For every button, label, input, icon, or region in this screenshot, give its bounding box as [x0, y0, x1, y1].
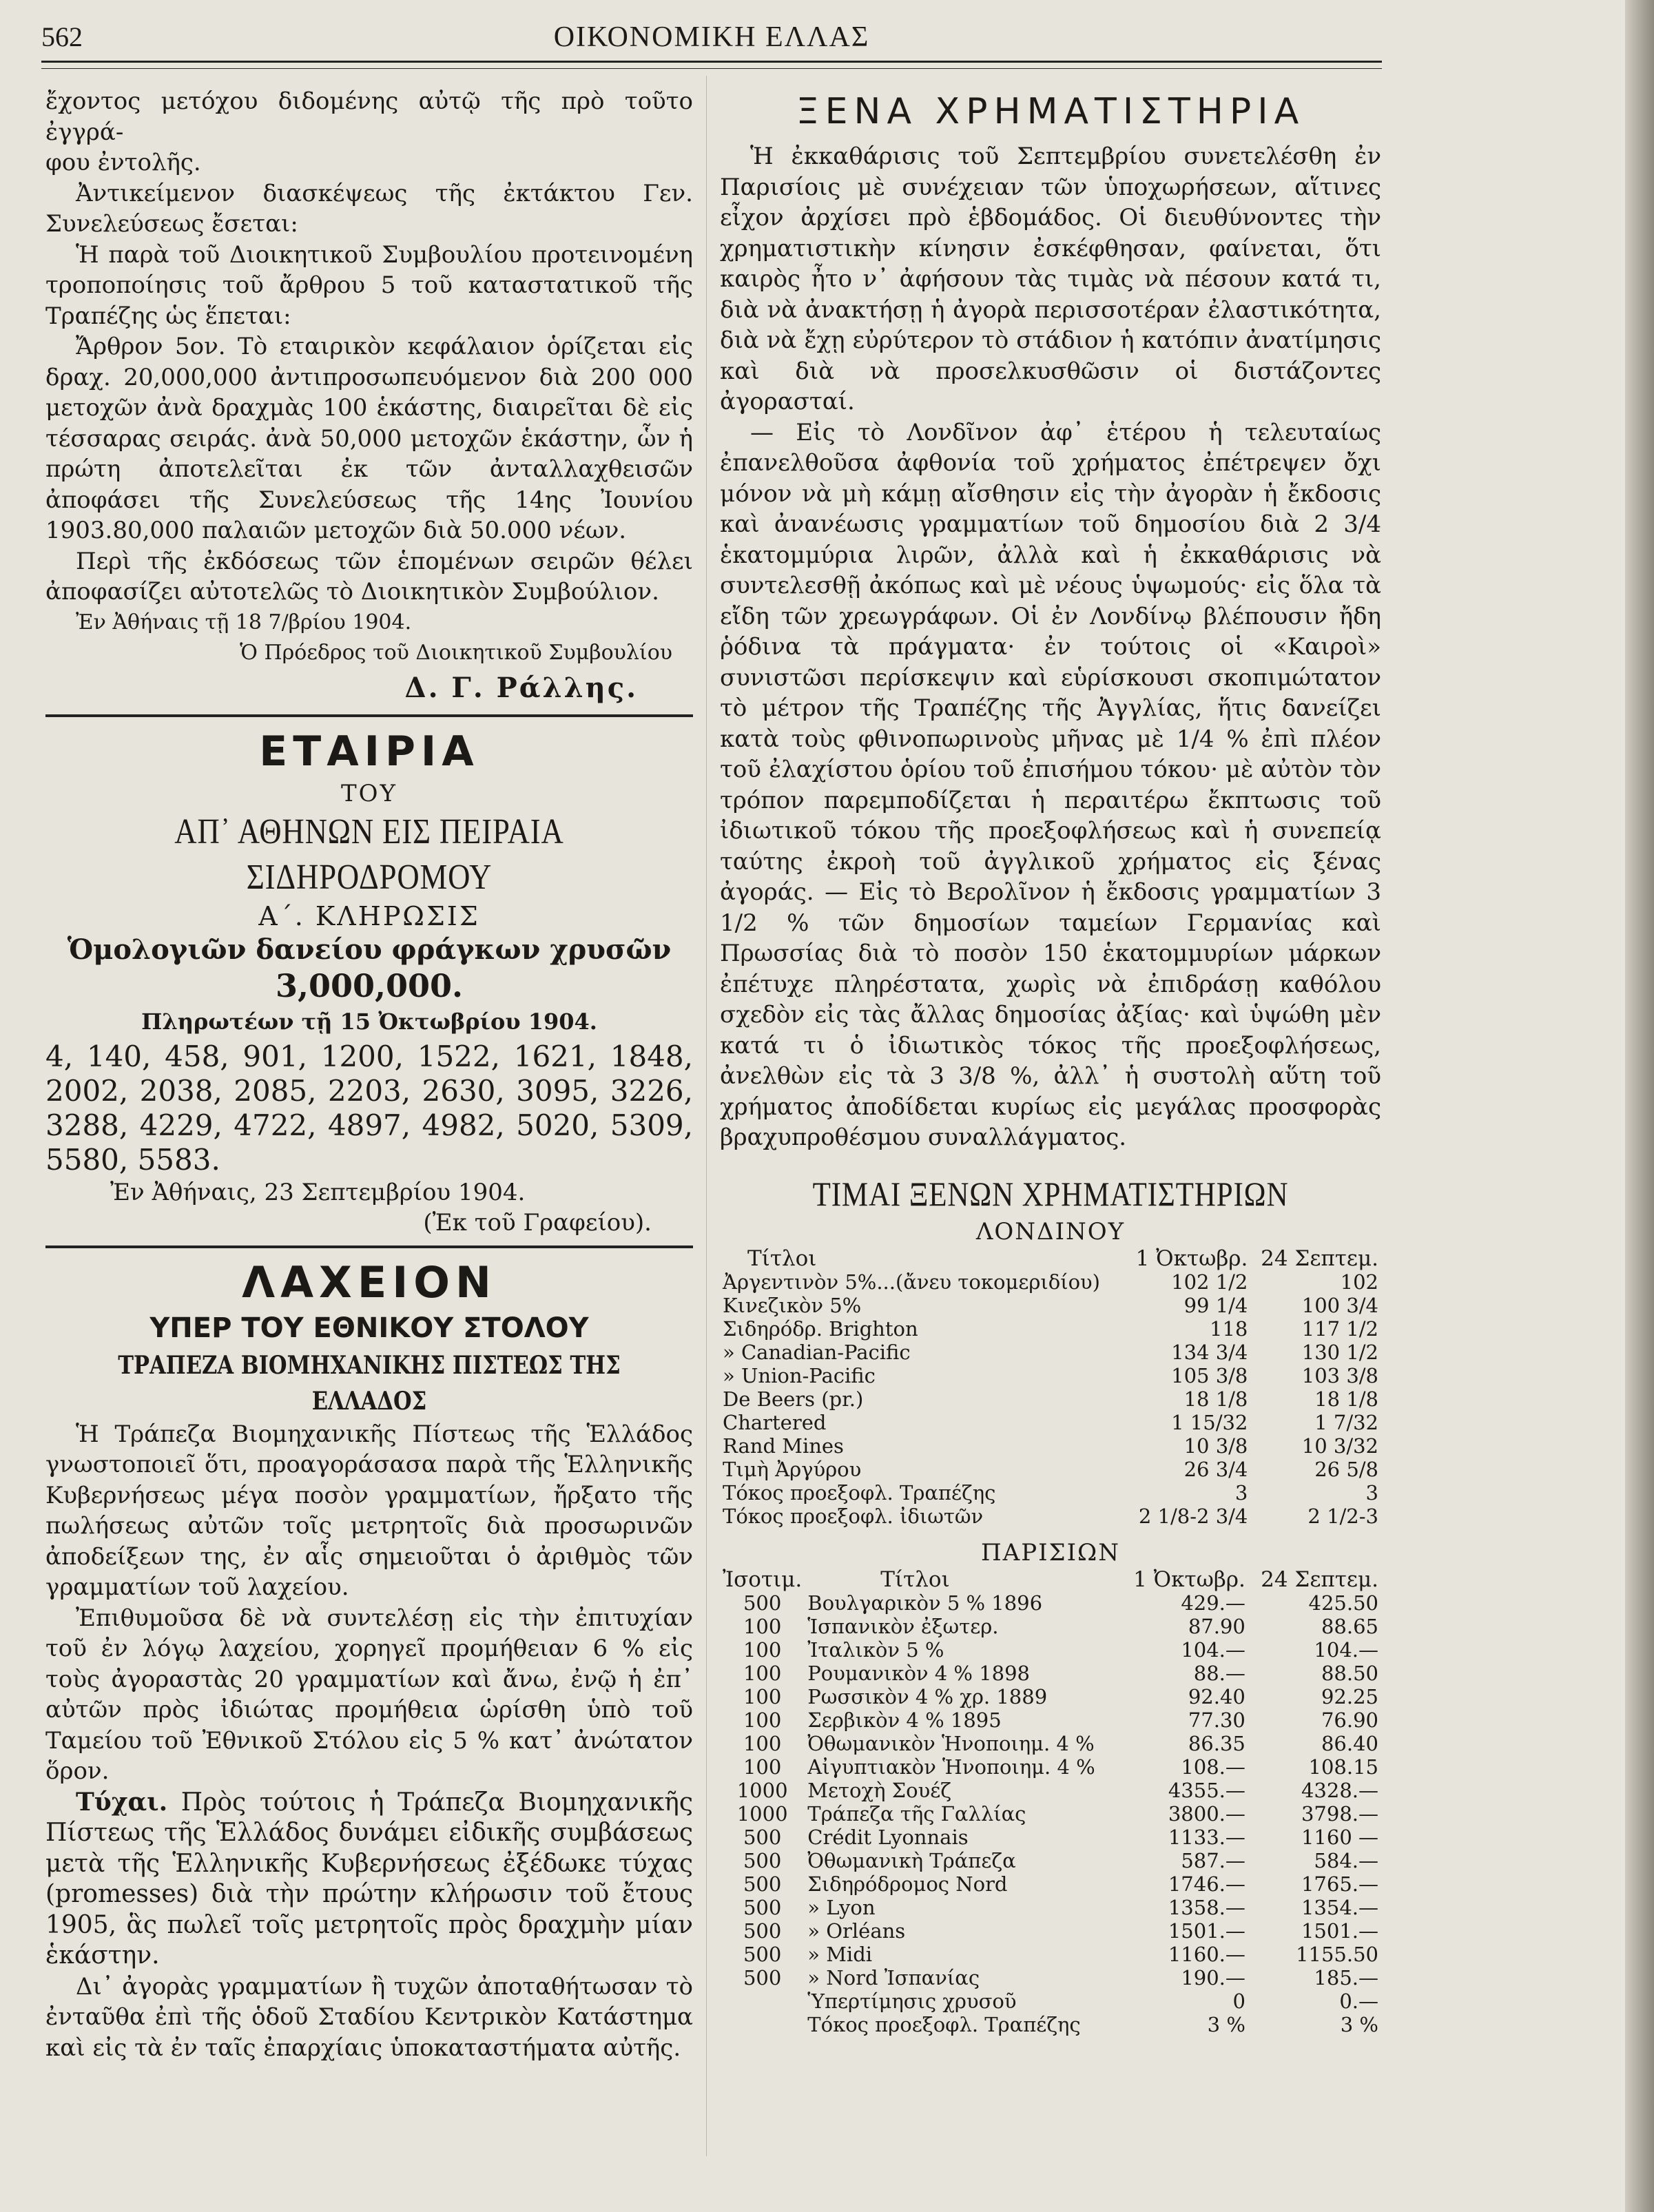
paris-cell: » Lyon	[807, 1895, 876, 1919]
london-cell: 1 7/32	[1314, 1410, 1378, 1434]
london-cell: 10 3/8	[1183, 1434, 1248, 1458]
drawn-numbers: 4, 140, 458, 901, 1200, 1522, 1621, 1848, 2002, 2038, 2085, 2203, 2630, 3095, 3226, 3288, 4229, 4722, 4897, 4982, 5020, 5309, 5580, 5583.	[45, 1039, 693, 1177]
header-rule	[41, 61, 1382, 69]
paris-cell: 92.25	[1321, 1684, 1378, 1708]
paris-cell: 92.40	[1188, 1684, 1245, 1708]
london-table	[720, 1247, 1381, 1528]
paris-heading: ΠΑΡΙΣΙΩΝ	[981, 1538, 1120, 1567]
left-column	[45, 86, 693, 2063]
paris-cell: 100	[743, 1708, 782, 1732]
paris-cell	[720, 1989, 805, 2013]
london-cell: 10 3/32	[1301, 1434, 1378, 1458]
london-cell: 1 15/32	[1171, 1410, 1248, 1434]
bank-paragraph-1: Ἡ Τράπεζα Βιομηχανικῆς Πίστεως τῆς Ἑλλάδος γνωστοποιεῖ ὅτι, προαγοράσασα παρὰ τῆς Ἑλληνικῆς Κυβερνήσεως μέγα ποσὸν γραμματίων, ἤρξατο τῆς πωλήσεως αὐτῶν τοῖς μετρητοῖς διὰ προσωρινῶν ἀποδείξεων της, ἐν αἷς σημειοῦται ὁ ἀριθμὸς τῶν γραμματίων τοῦ λαχείου.	[45, 1420, 693, 1601]
london-cell: Ἀργεντινὸν 5%...(ἄνευ τοκομεριδίου)	[723, 1270, 1100, 1294]
paris-cell: 108.15	[1308, 1755, 1378, 1779]
paris-cell: 87.90	[1188, 1614, 1245, 1638]
london-row	[720, 1294, 1381, 1317]
london-cell: De Beers (pr.)	[723, 1387, 864, 1411]
london-cell: Κινεζικὸν 5%	[723, 1293, 862, 1317]
paris-cell: 1358.—	[1168, 1895, 1245, 1919]
paris-header-row	[720, 1568, 1381, 1591]
london-cell: Τόκος προεξοφλ. Τραπέζης	[723, 1480, 996, 1505]
london-row	[720, 1434, 1381, 1458]
paris-row	[720, 1779, 1381, 1802]
paris-cell: Σερβικὸν 4 % 1895	[807, 1708, 1002, 1732]
london-row	[720, 1411, 1381, 1434]
paris-cell: 77.30	[1188, 1708, 1245, 1732]
paris-cell: Ρωσσικὸν 4 % χρ. 1889	[807, 1684, 1048, 1708]
bank-paragraph-2: Ἐπιθυμοῦσα δὲ νὰ συντελέσῃ εἰς τὴν ἐπιτυχίαν τοῦ ἐν λόγῳ λαχείου, χορηγεῖ προμήθειαν 6 % εἰς τοὺς ἀγοραστὰς 20 γραμματίων καὶ ἄνω, ἐνῷ ἡ ἐπ᾽ αὐτῶν πρὸς ἰδιώτας προμήθεια ὡρίσθη ὑπὸ τοῦ Ταμείου τοῦ Ἐθνικοῦ Στόλου εἰς 5 % κατ᾽ ἀνώτατον ὅρον.	[45, 1604, 693, 1785]
paris-row	[720, 1896, 1381, 1919]
right-column	[720, 86, 1381, 2036]
paris-cell: 88.50	[1321, 1661, 1378, 1685]
paris-row	[720, 1943, 1381, 1966]
paris-cell: 1501.—	[1301, 1919, 1378, 1943]
paris-paragraph: Ἡ ἐκκαθάρισις τοῦ Σεπτεμβρίου συνετελέσθη ἐν Παρισίοις μὲ συνέχειαν τῶν ὑποχωρήσεων, αἵτινες εἶχον ἀρχίσει πρὸ ἑβδομάδος. Οἱ διευθύνοντες τὴν χρηματιστικὴν κίνησιν ἐσκέφθησαν, φαίνεται, ὅτι καιρὸς ἦτο ν᾽ ἀφήσουν τὰς τιμὰς νὰ πέσουν κατά τι, διὰ νὰ ἀνακτήσῃ ἡ ἀγορὰ περισσοτέραν ἐλαστικότητα, διὰ νὰ ἔχῃ εὐρύτερον τὸ στάδιον ἡ κατόπιν ἀνατίμησις καὶ διὰ νὰ προσελκυσθῶσιν οἱ διστάζοντες ἀγορασταί.	[720, 143, 1381, 415]
paris-cell: 1501.—	[1168, 1919, 1245, 1943]
paris-cell: 100	[743, 1755, 782, 1779]
london-cell: 117 1/2	[1301, 1316, 1378, 1341]
paris-rows	[720, 1591, 1381, 2036]
london-cell: Σιδηρόδρ. Brighton	[723, 1316, 918, 1341]
paris-cell: 100	[743, 1637, 782, 1662]
london-cell: 118	[1210, 1316, 1248, 1341]
london-cell: 18 1/8	[1183, 1387, 1248, 1411]
company-heading: ΕΤΑΙΡΙΑ	[259, 727, 479, 776]
paris-cell: 1000	[736, 1801, 788, 1826]
bonds-heading: Ὁμολογιῶν δανείου φράγκων χρυσῶν	[67, 933, 672, 966]
london-cell: 130 1/2	[1301, 1340, 1378, 1364]
paris-col-title: Τίτλοι	[880, 1567, 950, 1592]
paris-cell: Ἰταλικὸν 5 %	[807, 1637, 944, 1662]
paris-cell: Βουλγαρικὸν 5 % 1896	[807, 1591, 1043, 1615]
paris-cell: 104.—	[1314, 1637, 1378, 1662]
paris-col-oct1: 1 Ὀκτωβρ.	[1133, 1567, 1245, 1592]
paris-cell: 584.—	[1314, 1848, 1378, 1872]
paris-cell: 86.40	[1321, 1731, 1378, 1755]
paris-table	[720, 1568, 1381, 2036]
paris-cell: 4328.—	[1301, 1778, 1378, 1802]
paris-cell: Ὀθωμανικὸν Ἡνοποιημ. 4 %	[807, 1731, 1095, 1755]
paris-cell: Ρουμανικὸν 4 % 1898	[807, 1661, 1030, 1685]
paris-cell: 100	[743, 1661, 782, 1685]
paris-cell: 500	[743, 1965, 782, 1989]
paris-row	[720, 1732, 1381, 1755]
page-number: 562	[41, 21, 83, 52]
paris-cell: 500	[743, 1895, 782, 1919]
london-cell: Rand Mines	[723, 1434, 844, 1458]
lottery-heading: ΛΑΧΕΙΟΝ	[242, 1257, 497, 1307]
london-cell: » Union-Pacific	[723, 1363, 876, 1387]
paris-cell: » Orléans	[807, 1919, 906, 1943]
london-cell: 103 3/8	[1301, 1363, 1378, 1387]
paris-cell: 1000	[736, 1778, 788, 1802]
intro-line-1: ἔχοντος μετόχου διδομένης αὐτῷ τῆς πρὸ τοῦτο ἐγγρά-	[45, 87, 693, 146]
london-cell: 3	[1234, 1480, 1248, 1505]
bank-heading: ΤΡΑΠΕΖΑ ΒΙΟΜΗΧΑΝΙΚΗΣ ΠΙΣΤΕΩΣ ΤΗΣ ΕΛΛΑΔΟΣ	[118, 1350, 621, 1416]
paris-cell: 108.—	[1181, 1755, 1245, 1779]
paris-cell: 86.35	[1188, 1731, 1245, 1755]
bank-paragraph-4: Δι᾽ ἀγορὰς γραμματίων ἢ τυχῶν ἀποταθήτωσαν τὸ ἐνταῦθα ἐπὶ τῆς ὁδοῦ Σταδίου Κεντρικὸν Κατάστημα καὶ εἰς τὰ ἐν ταῖς ἐπαρχίαις ὑποκαταστήματα αὐτῆς.	[45, 1972, 693, 2062]
paris-cell: 500	[743, 1872, 782, 1896]
paris-row	[720, 1615, 1381, 1638]
paris-row	[720, 1685, 1381, 1708]
paris-row	[720, 1662, 1381, 1685]
paris-row	[720, 1802, 1381, 1826]
london-cell: 2 1/2-3	[1307, 1504, 1378, 1528]
paris-cell: 500	[743, 1591, 782, 1615]
paris-row	[720, 1826, 1381, 1849]
paris-cell: Crédit Lyonnais	[807, 1825, 969, 1849]
london-cell: » Canadian-Pacific	[723, 1340, 911, 1364]
journal-title: ΟΙΚΟΝΟΜΙΚΗ ΕΛΛΑΣ	[553, 21, 870, 53]
paris-cell: 3798.—	[1301, 1801, 1378, 1826]
paris-cell	[720, 2013, 805, 2036]
paris-cell: 500	[743, 1919, 782, 1943]
london-row	[720, 1458, 1381, 1481]
article-paragraph: Ἄρθρον 5ον. Τὸ εταιρικὸν κεφάλαιον ὁρίζεται εἰς δραχ. 20,000,000 ἀντιπροσωπευόμενον διὰ 200 000 μετοχῶν ἀνὰ δραχμὰς 100 ἑκάστης, διαιρεῖται δὲ εἰς τέσσαρας σειράς. ἀνὰ 50,000 μετοχῶν ἑκάστην, ὧν ἡ πρώτη ἀποτελεῖται ἐκ τῶν ἀνταλλαχθεισῶν ἀποφάσει τῆς Συνελεύσεως τῆς 14ης Ἰουνίου 1903.80,000 παλαιῶν μετοχῶν διὰ 50.000 νέων.	[45, 333, 693, 544]
london-cell: 134 3/4	[1171, 1340, 1248, 1364]
london-cell: 102	[1340, 1270, 1378, 1294]
paris-cell: » Nord Ἰσπανίας	[807, 1965, 980, 1989]
paris-row	[720, 1989, 1381, 2013]
london-row	[720, 1341, 1381, 1364]
paris-cell: 1160.—	[1168, 1942, 1245, 1966]
paris-cell: 100	[743, 1614, 782, 1638]
paris-cell: 0.—	[1339, 1989, 1378, 2013]
paris-cell: 1155.50	[1296, 1942, 1378, 1966]
paris-cell: 104.—	[1181, 1637, 1245, 1662]
paris-cell: 100	[743, 1731, 782, 1755]
london-cell: 2 1/8-2 3/4	[1138, 1504, 1248, 1528]
paris-cell: 3 %	[1207, 2012, 1245, 2036]
london-cell: 18 1/8	[1314, 1387, 1378, 1411]
president-signature: Δ. Γ. Ράλλης.	[404, 671, 638, 704]
paris-cell: 1354.—	[1301, 1895, 1378, 1919]
paris-cell: 500	[743, 1848, 782, 1872]
paris-cell: Τράπεζα τῆς Γαλλίας	[807, 1801, 1026, 1826]
paris-cell: 76.90	[1321, 1708, 1378, 1732]
london-cell: 26 5/8	[1314, 1457, 1378, 1481]
london-row	[720, 1317, 1381, 1341]
london-cell: 3	[1365, 1480, 1378, 1505]
binding-edge	[1625, 0, 1654, 2212]
paris-cell: 185.—	[1314, 1965, 1378, 1989]
paris-cell: 425.50	[1308, 1591, 1378, 1615]
paris-col-par: Ἰσοτιμ.	[723, 1567, 803, 1592]
london-cell: Τιμὴ Ἀργύρου	[723, 1457, 862, 1481]
paris-cell: 1133.—	[1168, 1825, 1245, 1849]
london-header-row	[720, 1247, 1381, 1270]
intro-line-2: φου ἐντολῆς.	[45, 149, 201, 176]
bank-paragraph-3	[45, 1787, 693, 1972]
london-cell: 105 3/8	[1171, 1363, 1248, 1387]
paris-cell: 0	[1232, 1989, 1245, 2013]
proposal-paragraph: Ἡ παρὰ τοῦ Διοικητικοῦ Συμβουλίου προτεινομένη τροποποίησις τοῦ ἄρθρου 5 τοῦ καταστατικοῦ τῆς Τραπέζης ὡς ἕπεται:	[45, 240, 693, 330]
paris-cell: 100	[743, 1684, 782, 1708]
paris-cell: Αἰγυπτιακὸν Ἡνοποιημ. 4 %	[807, 1755, 1095, 1779]
london-row	[720, 1364, 1381, 1387]
paris-cell: » Midi	[807, 1942, 873, 1966]
company-tou: ΤΟΥ	[341, 779, 397, 807]
page-header	[41, 15, 1382, 58]
paris-cell: Ἱσπανικὸν ἐξωτερ.	[807, 1614, 999, 1638]
paris-row	[720, 1919, 1381, 1943]
london-rows	[720, 1270, 1381, 1528]
payable-date: Πληρωτέων τῇ 15 Ὀκτωβρίου 1904.	[141, 1008, 597, 1035]
london-row	[720, 1387, 1381, 1411]
london-col-sep24: 24 Σεπτεμ.	[1261, 1245, 1378, 1271]
paris-cell: 88.65	[1321, 1614, 1378, 1638]
paris-cell: 500	[743, 1942, 782, 1966]
paris-cell: 190.—	[1181, 1965, 1245, 1989]
paris-cell: Τόκος προεξοφλ. Τραπέζης	[807, 2012, 1081, 2036]
london-cell: Chartered	[723, 1410, 827, 1434]
london-cell: 99 1/4	[1183, 1293, 1248, 1317]
tyxai-label: Τύχαι.	[76, 1787, 168, 1817]
london-cell: Τόκος προεξοφλ. ἰδιωτῶν	[723, 1504, 984, 1528]
paris-row	[720, 1755, 1381, 1779]
paris-cell: 429.—	[1181, 1591, 1245, 1615]
section-rule-2	[45, 1245, 693, 1248]
london-col-title: Τίτλοι	[747, 1245, 817, 1271]
bond-amount: 3,000,000.	[275, 967, 464, 1004]
lottery-subheading: ΥΠΕΡ ΤΟΥ ΕΘΝΙΚΟΥ ΣΤΟΛΟΥ	[149, 1312, 589, 1344]
paris-row	[720, 1591, 1381, 1615]
prices-heading: ΤΙΜΑΙ ΞΕΝΩΝ ΧΡΗΜΑΤΙΣΤΗΡΙΩΝ	[812, 1174, 1289, 1213]
london-row	[720, 1481, 1381, 1505]
meeting-object: Ἀντικείμενον διασκέψεως τῆς ἐκτάκτου Γεν. Συνελεύσεως ἔσεται:	[45, 179, 693, 238]
london-cell: 26 3/4	[1183, 1457, 1248, 1481]
draw-date: Ἐν Ἀθήναις, 23 Σεπτεμβρίου 1904.	[110, 1178, 526, 1206]
paris-cell: 1765.—	[1301, 1872, 1378, 1896]
notice-date: Ἐν Ἀθήναις τῇ 18 7/βρίου 1904.	[76, 610, 412, 634]
london-heading: ΛΟΝΔΙΝΟΥ	[975, 1217, 1126, 1245]
paris-row	[720, 1872, 1381, 1896]
from-office: (Ἐκ τοῦ Γραφείου).	[423, 1209, 652, 1237]
foreign-exchanges-title: ΞΕΝΑ ΧΡΗΜΑΤΙΣΤΗΡΙΑ	[796, 91, 1305, 132]
issue-paragraph: Περὶ τῆς ἐκδόσεως τῶν ἑπομένων σειρῶν θέλει ἀποφασίζει αὐτοτελῶς τὸ Διοικητικὸν Συμβούλιον.	[45, 547, 693, 606]
section-rule	[45, 714, 693, 717]
paris-row	[720, 1708, 1381, 1732]
column-divider	[706, 76, 707, 2156]
draw-heading: Α΄. ΚΛΗΡΩΣΙΣ	[258, 900, 480, 931]
london-row	[720, 1505, 1381, 1528]
paris-cell: 3800.—	[1168, 1801, 1245, 1826]
paris-cell: 1746.—	[1168, 1872, 1245, 1896]
london-cell: 102 1/2	[1171, 1270, 1248, 1294]
paris-cell: Ὑπερτίμησις χρυσοῦ	[807, 1989, 1017, 2013]
london-row	[720, 1270, 1381, 1294]
london-col-oct1: 1 Ὀκτωβρ.	[1135, 1245, 1248, 1271]
paris-cell: 500	[743, 1825, 782, 1849]
railway-heading: ΑΠ᾽ ΑΘΗΝΩΝ ΕΙΣ ΠΕΙΡΑΙΑ ΣΙΔΗΡΟΔΡΟΜΟΥ	[174, 812, 564, 897]
paris-cell: Μετοχὴ Σουέζ	[807, 1778, 952, 1802]
london-berlin-paragraph: — Εἰς τὸ Λονδῖνον ἀφ᾽ ἑτέρου ἡ τελευταίως ἐπανελθοῦσα ἀφθονία τοῦ χρήματος ἐπέτρεψεν ὄχι μόνον νὰ μὴ κάμῃ αἴσθησιν εἰς τὴν ἀγορὰν ἡ ἔκδοσις καὶ ἀνανέωσις γραμματίων τοῦ δημοσίου διὰ 2 3/4 ἑκατομμύρια λιρῶν, ἀλλὰ καὶ ἡ ἐκκαθάρισις νὰ συντελεσθῇ ἀκόπως καὶ μὲ νέους ὑψωμούς· εἰς ὅλα τὰ εἴδη τῶν χρεωγράφων. Οἱ ἐν Λονδίνῳ βλέπουσιν ἤδη ῥόδινα τὰ πράγματα· ἐν τούτοις οἱ «Καιροὶ» συνιστῶσι περίσκεψιν καὶ εὑρίσκουσι σκοπιμώτατον τὸ μέτρον τῆς Τραπέζης τῆς Ἀγγλίας, ἥτις δανείζει κατὰ τοὺς φθινοπωρινοὺς μῆνας μὲ 1/4 % ἐπὶ πλέον τοῦ ἐλαχίστου ὁρίου τοῦ ἐπισήμου τόκου· μὲ αὐτὸν τὸν τρόπον παρεμποδίζεται ἡ περαιτέρω ἔκπτωσις τοῦ ἰδιωτικοῦ τόκου τῆς προεξοφλήσεως καὶ ἡ συνεπείᾳ ταύτης ἐκροὴ τοῦ ἀγγλικοῦ χρήματος εἰς ξένας ἀγοράς. — Εἰς τὸ Βερολῖνον ἡ ἔκδοσις γραμματίων 3 1/2 % τῶν δημοσίων ταμείων Γερμανίας καὶ Πρωσσίας διὰ τὸ ποσὸν 150 ἑκατομμυρίων μάρκων ἐπέτυχε πληρέστατα, χωρὶς νὰ ἐπιδράσῃ καθόλου σχεδὸν εἰς τὰς ἄλλας δημοσίας ἀξίας· καὶ ὑψώθη μὲν κατά τι ὁ ἰδιωτικὸς τόκος τῆς προεξοφλήσεως, ἀνελθὼν εἰς τὰ 3 3/8 %, ἀλλ᾽ ἡ συστολὴ αὕτη τοῦ χρήματος ἀποδίδεται κυρίως εἰς μεγάλας προσφορὰς βραχυπροθέσμου συναλλάγματος.	[720, 418, 1381, 1151]
paris-row	[720, 1966, 1381, 1989]
paris-cell: Σιδηρόδρομος Nord	[807, 1872, 1008, 1896]
paris-cell: 3 %	[1340, 2012, 1378, 2036]
paris-cell: 4355.—	[1168, 1778, 1245, 1802]
paris-row	[720, 1638, 1381, 1662]
president-title: Ὁ Πρόεδρος τοῦ Διοικητικοῦ Συμβουλίου	[240, 641, 672, 665]
paris-col-sep24: 24 Σεπτεμ.	[1261, 1567, 1378, 1592]
bank-paragraph-3-text: Πρὸς τούτοις ἡ Τράπεζα Βιομηχανικῆς Πίστεως τῆς Ἑλλάδος δυνάμει εἰδικῆς συμβάσεως μετὰ τῆς Ἑλληνικῆς Κυβερνήσεως ἐξέδωκε τύχας (promesses) διὰ τὴν πρώτην κλήρωσιν τοῦ ἔτους 1905, ἃς πωλεῖ τοῖς μετρητοῖς πρὸς δραχμὴν μίαν ἑκάστην.	[45, 1788, 693, 1970]
paris-cell: 88.—	[1193, 1661, 1245, 1685]
paris-row	[720, 1849, 1381, 1872]
paris-cell: Ὀθωμανικὴ Τράπεζα	[807, 1848, 1016, 1872]
paris-row	[720, 2013, 1381, 2036]
london-cell: 100 3/4	[1301, 1293, 1378, 1317]
paris-cell: 1160 —	[1301, 1825, 1378, 1849]
paris-cell: 587.—	[1181, 1848, 1245, 1872]
